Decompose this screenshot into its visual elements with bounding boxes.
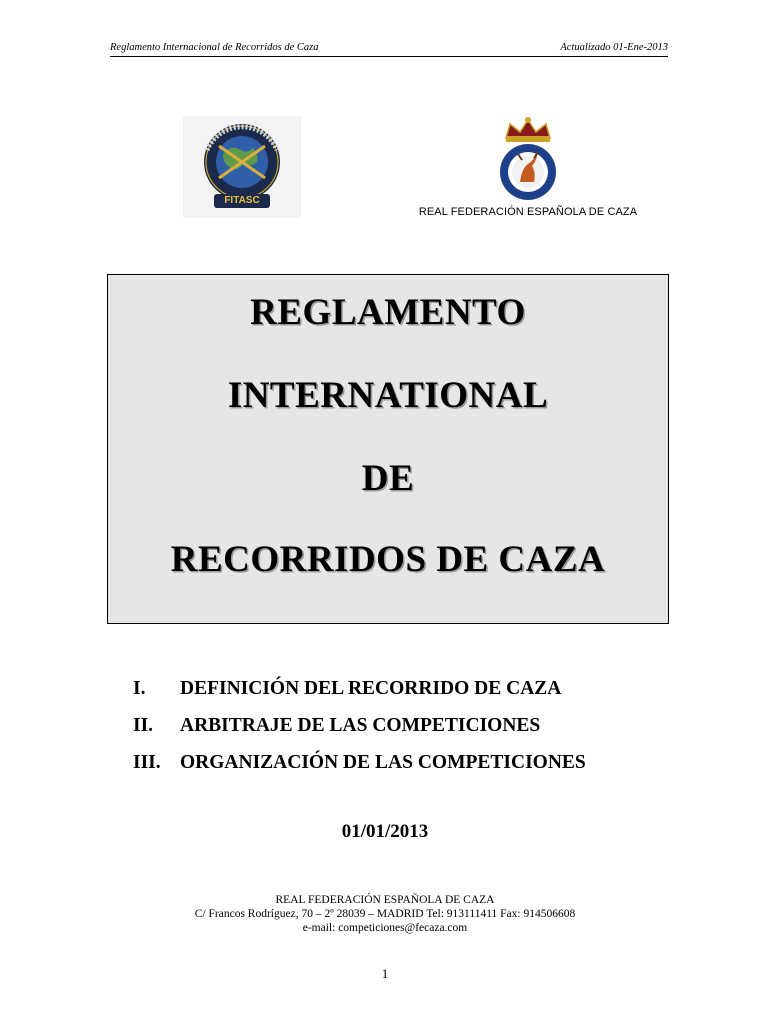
footer-address: C/ Francos Rodríguez, 70 – 2º 28039 – MADRID Tel: 913111411 Fax: 914506608	[194, 908, 576, 920]
fitasc-logo-text: FITASC	[224, 195, 260, 206]
crown-crest-logo-icon	[490, 116, 566, 202]
page-number: 1	[381, 966, 389, 981]
toc-item-text: DEFINICIÓN DEL RECORRIDO DE CAZA	[180, 678, 562, 699]
toc-item-number: II.	[133, 715, 154, 736]
footer-organization: REAL FEDERACIÓN ESPAÑOLA DE CAZA	[275, 894, 495, 906]
title-line-3: DE	[361, 458, 415, 499]
header-document-title: Reglamento Internacional de Recorridos de Caza	[110, 42, 319, 53]
footer-contact	[0, 893, 770, 935]
toc-item-number: I.	[133, 678, 146, 699]
footer-email: e-mail: competiciones@fecaza.com	[302, 922, 468, 934]
document-date: 01/01/2013	[341, 821, 429, 842]
toc-item-text: ARBITRAJE DE LAS COMPETICIONES	[180, 715, 541, 736]
fitasc-logo	[183, 116, 301, 218]
rfec-logo	[410, 116, 646, 220]
page-header	[110, 42, 668, 57]
header-updated-date: Actualizado 01-Ene-2013	[560, 42, 668, 53]
title-line-4: RECORRIDOS DE CAZA	[170, 539, 606, 580]
toc-item-text: ORGANIZACIÓN DE LAS COMPETICIONES	[180, 752, 586, 773]
title-line-1: REGLAMENTO	[250, 292, 526, 333]
title-line-2: INTERNATIONAL	[227, 375, 549, 416]
toc-item-number: III.	[133, 752, 161, 773]
rfec-logo-caption: REAL FEDERACIÓN ESPAÑOLA DE CAZA	[418, 206, 638, 218]
title-box	[107, 274, 669, 624]
